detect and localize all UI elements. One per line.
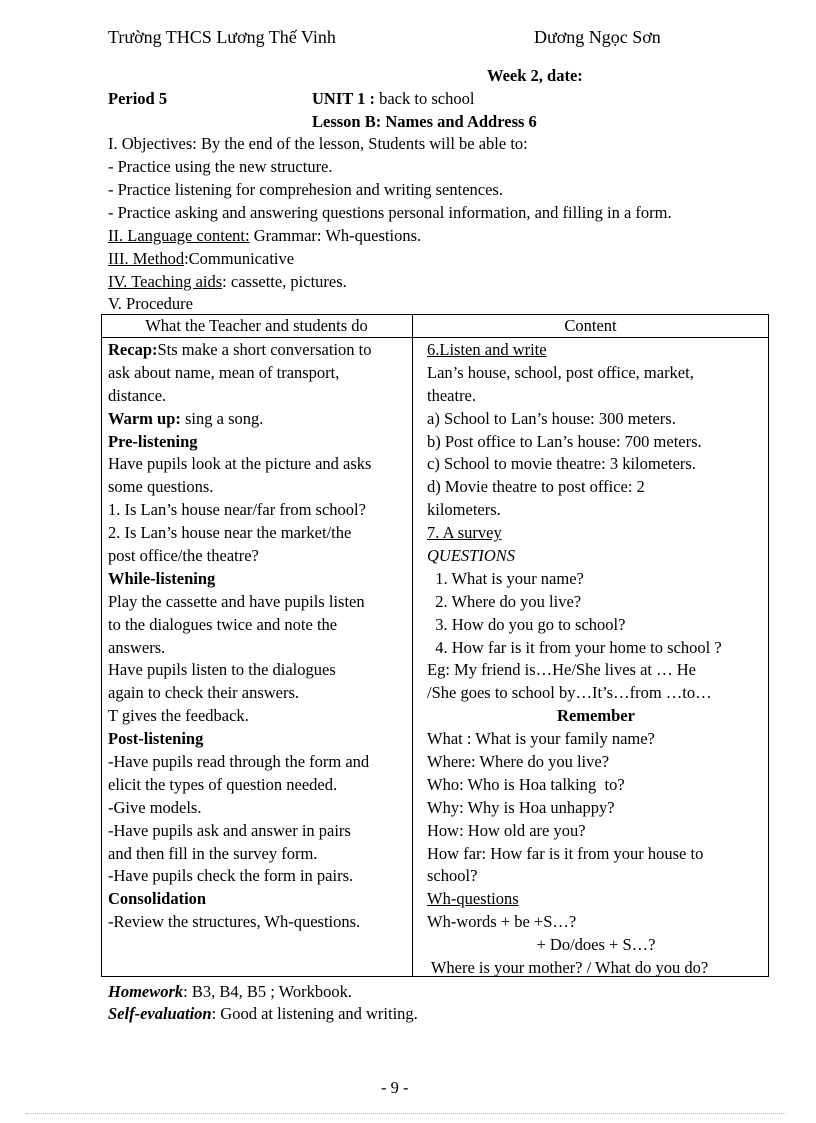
teacher-activity-line: Pre-listening <box>108 431 198 451</box>
content-line: How far: How far is it from your house to <box>427 843 704 863</box>
teacher-activity-line: While-listening <box>108 568 216 588</box>
teacher-activity-line: Have pupils listen to the dialogues <box>108 660 336 680</box>
objective-item: - Practice asking and answering questions personal information, and filling in a form. <box>108 203 672 222</box>
teacher-activity-line: elicit the types of question needed. <box>108 774 338 794</box>
homework <box>108 982 352 1002</box>
content-line: QUESTIONS <box>427 546 516 566</box>
period: Period 5 <box>108 89 168 108</box>
teacher-name: Dương Ngọc Sơn <box>534 27 661 47</box>
content-line: How: How old are you? <box>427 820 586 840</box>
language-content <box>108 225 421 247</box>
teacher-activity-line-text: sing a song. <box>180 408 264 428</box>
teacher-activity-line-lead: Warm up: <box>108 408 181 428</box>
content-line: Where: Where do you live? <box>427 752 610 772</box>
table-column-divider <box>412 314 413 977</box>
self-eval-text: : Good at listening and writing. <box>211 1004 418 1023</box>
teacher-activity-line: -Have pupils check the form in pairs. <box>108 866 354 886</box>
aids-label: IV. Teaching aids <box>108 272 223 291</box>
teacher-activity-line: Have pupils look at the picture and asks <box>108 454 372 474</box>
teacher-activity-line: distance. <box>108 385 167 405</box>
teacher-activity-line: Play the cassette and have pupils listen <box>108 591 365 611</box>
content-line: Remember <box>557 706 635 726</box>
content-line: Eg: My friend is…He/She lives at … He <box>427 660 696 680</box>
self-eval-label: Self-evaluation <box>108 1004 212 1023</box>
teacher-activity-line: -Have pupils ask and answer in pairs <box>108 820 351 840</box>
teacher-activity-line: ask about name, mean of transport, <box>108 362 340 382</box>
method <box>108 248 294 270</box>
method-label: III. Method <box>108 249 185 268</box>
content-line: Who: Who is Hoa talking to? <box>427 774 625 794</box>
aids-text: : cassette, pictures. <box>222 272 347 291</box>
content-line: 1. What is your name? <box>427 568 584 588</box>
teacher-activity-line-lead: Recap: <box>108 340 158 359</box>
content-line: 6.Listen and write <box>427 340 547 359</box>
content-line: /She goes to school by…It’s…from …to… <box>427 683 712 703</box>
teacher-activity-line: post office/the theatre? <box>108 546 259 566</box>
homework-text: : B3, B4, B5 ; Workbook. <box>183 982 353 1001</box>
homework-label: Homework <box>108 982 184 1001</box>
content-line: Wh-questions <box>427 889 519 909</box>
content-line: Lan’s house, school, post office, market, <box>427 362 694 382</box>
content-line: What : What is your family name? <box>427 729 655 749</box>
content-line: a) School to Lan’s house: 300 meters. <box>427 408 676 428</box>
teacher-activity-line: and then fill in the survey form. <box>108 843 318 863</box>
content-line: kilometers. <box>427 500 501 520</box>
self-evaluation <box>108 1004 418 1024</box>
teacher-activity-line <box>108 339 410 362</box>
language-text: Grammar: Wh-questions. <box>249 226 422 245</box>
teacher-activity-line: Consolidation <box>108 889 207 909</box>
teacher-activities-column <box>108 339 410 934</box>
teacher-activity-line: 1. Is Lan’s house near/far from school? <box>108 500 366 520</box>
teacher-activity-line: answers. <box>108 637 166 657</box>
teacher-activity-line: 2. Is Lan’s house near the market/the <box>108 523 352 543</box>
week-date: Week 2, date: <box>487 66 583 85</box>
teacher-activity-line: to the dialogues twice and note the <box>108 614 338 634</box>
objective-item: - Practice listening for comprehesion and writing sentences. <box>108 180 503 199</box>
content-line: Where is your mother? / What do you do? <box>427 958 709 978</box>
content-line: 3. How do you go to school? <box>427 614 626 634</box>
teacher-activity-line: -Give models. <box>108 797 202 817</box>
content-line: 2. Where do you live? <box>427 591 582 611</box>
page-number: - 9 - <box>381 1078 409 1097</box>
teacher-activity-line: -Review the structures, Wh-questions. <box>108 912 361 932</box>
teacher-activity-line: -Have pupils read through the form and <box>108 752 370 772</box>
method-text: :Communicative <box>184 249 295 268</box>
content-line: Wh-words + be +S…? <box>427 912 577 932</box>
content-line: Why: Why is Hoa unhappy? <box>427 797 615 817</box>
content-line: + Do/does + S…? <box>536 935 656 955</box>
content-line: c) School to movie theatre: 3 kilometers. <box>427 454 696 474</box>
content-line: 4. How far is it from your home to school ? <box>427 637 722 657</box>
content-line: 7. A survey <box>427 523 502 543</box>
content-line: school? <box>427 866 478 886</box>
teaching-aids <box>108 271 347 293</box>
teacher-activity-line: Post-listening <box>108 729 204 749</box>
teacher-activity-line: T gives the feedback. <box>108 706 249 726</box>
objectives-intro: I. Objectives: By the end of the lesson, Students will be able to: <box>108 134 528 153</box>
teacher-activity-line: again to check their answers. <box>108 683 300 703</box>
table-header-right: Content <box>564 316 617 335</box>
teacher-activity-line-text: Sts make a short conversation to <box>157 340 372 359</box>
content-line: b) Post office to Lan’s house: 700 meters. <box>427 431 702 451</box>
content-line: theatre. <box>427 385 477 405</box>
school-name: Trường THCS Lương Thế Vinh <box>108 27 336 47</box>
footer-divider <box>26 1113 786 1114</box>
content-line: d) Movie theatre to post office: 2 <box>427 477 645 497</box>
teacher-activity-line <box>108 408 410 431</box>
unit-heading <box>312 89 474 109</box>
table-header-divider <box>101 337 769 338</box>
content-column <box>427 339 765 980</box>
objective-item: - Practice using the new structure. <box>108 157 333 176</box>
language-label: II. Language content: <box>108 226 250 245</box>
teacher-activity-line: some questions. <box>108 477 214 497</box>
procedure-heading: V. Procedure <box>108 294 193 313</box>
table-header-left: What the Teacher and students do <box>145 316 368 335</box>
lesson-title: Lesson B: Names and Address 6 <box>312 112 537 131</box>
unit-label: UNIT 1 : <box>312 89 375 108</box>
unit-title: back to school <box>379 89 475 108</box>
